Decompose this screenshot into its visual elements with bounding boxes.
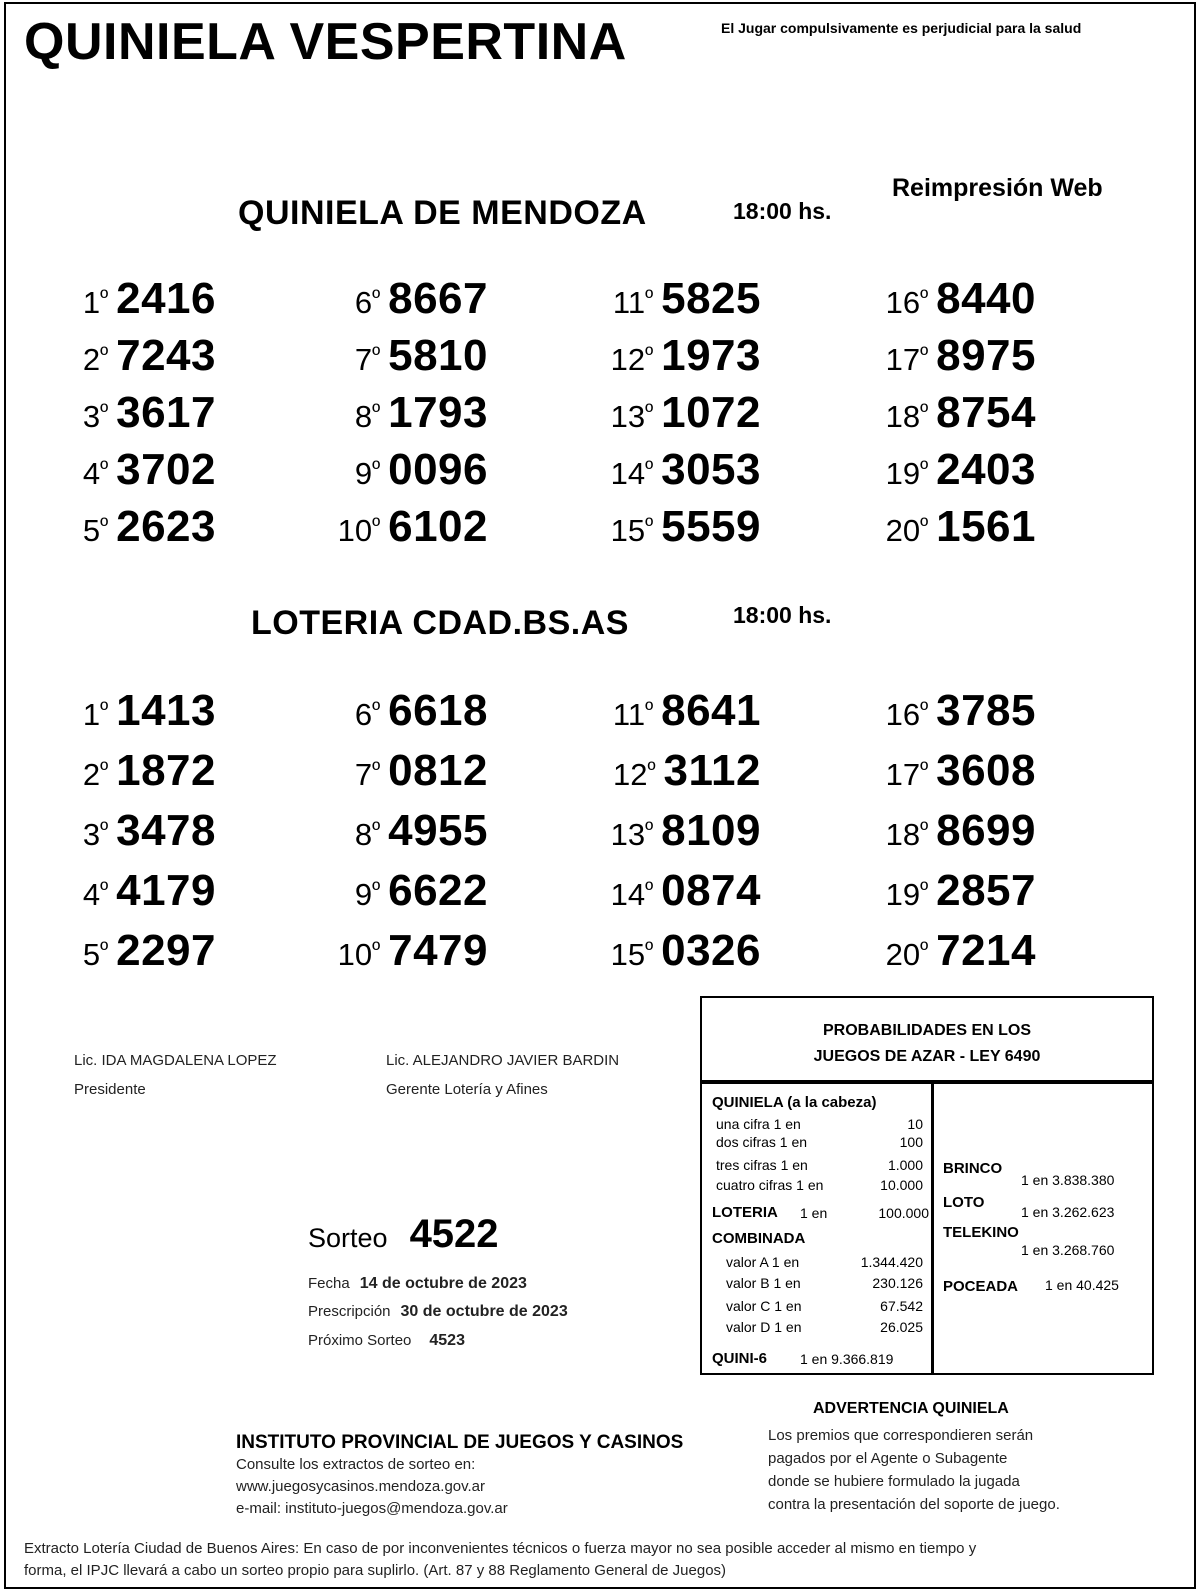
result-number: 8699 <box>936 806 1036 855</box>
loteria-prob-text: 1 en <box>800 1205 828 1221</box>
result-number: 4179 <box>116 866 216 915</box>
signature-role: Presidente <box>74 1081 146 1098</box>
result-number: 2403 <box>936 445 1036 494</box>
ordinal-suffix: º <box>920 877 929 902</box>
result-cell <box>355 746 488 796</box>
health-warning: El Jugar compulsivamente es perjudicial para la salud <box>721 20 1082 36</box>
result-cell <box>886 806 1036 856</box>
result-number: 0812 <box>388 746 488 795</box>
prob-row-value: 67.542 <box>880 1298 923 1314</box>
section-time-mendoza: 18:00 hs. <box>733 198 832 224</box>
result-position <box>611 399 654 435</box>
result-position-number: 15 <box>610 513 646 548</box>
result-cell <box>355 274 488 324</box>
quini6-prob-value: 1 en 9.366.819 <box>800 1351 894 1367</box>
result-position-number: 2 <box>82 342 101 377</box>
result-position-number: 18 <box>885 399 921 434</box>
result-position <box>611 817 654 853</box>
result-position <box>83 817 108 853</box>
fecha-label: Fecha <box>308 1275 350 1292</box>
result-cell <box>611 445 761 495</box>
ordinal-suffix: º <box>372 513 381 538</box>
result-position-number: 18 <box>885 817 921 852</box>
poceada-prob-label: POCEADA <box>943 1278 1019 1295</box>
ordinal-suffix: º <box>100 342 109 367</box>
result-position <box>886 399 929 435</box>
ordinal-suffix: º <box>100 937 109 962</box>
result-position <box>886 342 929 378</box>
ordinal-suffix: º <box>645 513 654 538</box>
probabilities-header <box>702 998 1152 1082</box>
result-position-number: 3 <box>82 817 101 852</box>
footer-line: Extracto Lotería Ciudad de Buenos Aires: En caso de por inconvenientes técnicos o fuerza mayor no sea posible acceder al mismo en tiempo y <box>24 1540 977 1557</box>
result-number: 5825 <box>661 274 761 323</box>
prob-row-label: una cifra 1 en <box>716 1116 801 1132</box>
sorteo-label: Sorteo <box>308 1223 388 1253</box>
ordinal-suffix: º <box>920 697 929 722</box>
result-position-number: 5 <box>82 513 101 548</box>
signature-manager <box>386 1046 619 1104</box>
telekino-prob-value: 1 en 3.268.760 <box>1021 1242 1115 1258</box>
result-position <box>83 456 108 492</box>
result-position-number: 10 <box>337 937 373 972</box>
result-cell <box>355 686 488 736</box>
signature-name: Lic. ALEJANDRO JAVIER BARDIN <box>386 1052 620 1069</box>
probabilities-left-column <box>702 1084 934 1373</box>
prob-row-label: valor B 1 en <box>726 1275 801 1291</box>
institute-line: Consulte los extractos de sorteo en: <box>236 1456 476 1473</box>
sorteo-number: 4522 <box>409 1212 499 1256</box>
draw-expiry <box>308 1303 568 1321</box>
prob-row-value: 1.000 <box>887 1157 923 1173</box>
result-position-number: 20 <box>885 513 921 548</box>
fecha-value: 14 de octubre de 2023 <box>359 1275 527 1292</box>
result-cell <box>83 866 216 916</box>
result-cell <box>355 806 488 856</box>
result-position <box>355 877 380 913</box>
result-position <box>338 513 381 549</box>
result-position-number: 17 <box>885 757 921 792</box>
result-position <box>613 757 656 793</box>
result-position <box>613 697 653 733</box>
result-position-number: 17 <box>885 342 921 377</box>
poceada-prob-value: 1 en 40.425 <box>1045 1277 1119 1293</box>
reprint-label: Reimpresión Web <box>892 174 1103 202</box>
result-position <box>886 456 929 492</box>
ordinal-suffix: º <box>645 697 654 722</box>
result-position-number: 3 <box>82 399 101 434</box>
ordinal-suffix: º <box>100 399 109 424</box>
brinco-prob-label: BRINCO <box>943 1160 1003 1177</box>
result-position <box>613 285 653 321</box>
result-position-number: 11 <box>612 697 646 732</box>
combinada-prob-label: COMBINADA <box>712 1230 806 1247</box>
ordinal-suffix: º <box>647 757 656 782</box>
result-position-number: 4 <box>82 877 101 912</box>
result-cell <box>83 686 216 736</box>
result-number: 5559 <box>661 502 761 551</box>
result-position-number: 6 <box>354 285 373 320</box>
ordinal-suffix: º <box>645 342 654 367</box>
prob-row-value: 230.126 <box>872 1275 923 1291</box>
result-number: 0326 <box>661 926 761 975</box>
section-time-loteria: 18:00 hs. <box>733 602 832 628</box>
result-number: 2297 <box>116 926 216 975</box>
result-cell <box>355 866 488 916</box>
result-cell <box>886 274 1036 324</box>
result-cell <box>613 274 761 324</box>
result-number: 8975 <box>936 331 1036 380</box>
ordinal-suffix: º <box>372 817 381 842</box>
extract-sheet <box>4 2 1196 1589</box>
result-position-number: 6 <box>354 697 373 732</box>
result-position-number: 2 <box>82 757 101 792</box>
result-position-number: 14 <box>610 456 646 491</box>
ordinal-suffix: º <box>645 285 654 310</box>
result-position <box>886 817 929 853</box>
institute-title: INSTITUTO PROVINCIAL DE JUEGOS Y CASINOS <box>236 1432 684 1453</box>
result-number: 6618 <box>388 686 488 735</box>
result-position <box>83 877 108 913</box>
result-position-number: 16 <box>885 697 921 732</box>
prob-row-label: valor A 1 en <box>726 1254 800 1270</box>
result-cell <box>611 866 761 916</box>
result-cell <box>338 926 488 976</box>
result-number: 0874 <box>661 866 761 915</box>
result-position <box>886 877 929 913</box>
loto-prob-label: LOTO <box>943 1194 985 1211</box>
result-number: 0096 <box>388 445 488 494</box>
result-cell <box>355 331 488 381</box>
prob-row-value: 10 <box>907 1116 923 1132</box>
probabilities-title-line2: JUEGOS DE AZAR - LEY 6490 <box>813 1048 1041 1065</box>
result-position <box>886 697 929 733</box>
result-position-number: 5 <box>82 937 101 972</box>
quiniela-prob-label: QUINIELA (a la cabeza) <box>712 1094 877 1111</box>
advertencia-title: ADVERTENCIA QUINIELA <box>813 1400 1009 1417</box>
result-position <box>83 937 108 973</box>
result-position <box>83 697 108 733</box>
result-number: 3785 <box>936 686 1036 735</box>
result-position <box>886 513 929 549</box>
result-cell <box>611 806 761 856</box>
probabilities-body <box>702 1082 1152 1371</box>
result-cell <box>355 388 488 438</box>
result-position <box>355 757 380 793</box>
prob-row-value: 100 <box>899 1134 923 1150</box>
institute-contact <box>236 1454 508 1520</box>
prob-row-label: cuatro cifras 1 en <box>716 1177 824 1193</box>
result-position <box>83 342 108 378</box>
result-position-number: 14 <box>610 877 646 912</box>
prob-row-value: 10.000 <box>880 1177 923 1193</box>
probabilities-right-column <box>937 1084 1152 1373</box>
result-cell <box>83 388 216 438</box>
result-cell <box>611 502 761 552</box>
signature-name: Lic. IDA MAGDALENA LOPEZ <box>74 1052 277 1069</box>
result-position <box>611 342 654 378</box>
result-position <box>611 877 654 913</box>
result-cell <box>83 926 216 976</box>
result-number: 1872 <box>116 746 216 795</box>
result-cell <box>886 866 1036 916</box>
ordinal-suffix: º <box>372 877 381 902</box>
draw-date <box>308 1275 527 1293</box>
telekino-prob-label: TELEKINO <box>943 1224 1019 1241</box>
result-cell <box>83 331 216 381</box>
prescripcion-value: 30 de octubre de 2023 <box>400 1303 568 1320</box>
signature-president <box>74 1046 277 1104</box>
ordinal-suffix: º <box>920 937 929 962</box>
result-position <box>611 513 654 549</box>
result-position-number: 11 <box>612 285 646 320</box>
ordinal-suffix: º <box>372 285 381 310</box>
advertencia-line: Los premios que correspondieren serán <box>768 1427 1034 1444</box>
result-number: 2857 <box>936 866 1036 915</box>
institute-website[interactable]: www.juegosycasinos.mendoza.gov.ar <box>236 1478 486 1495</box>
result-position-number: 16 <box>885 285 921 320</box>
result-number: 8641 <box>661 686 761 735</box>
result-number: 3617 <box>116 388 216 437</box>
result-position <box>83 285 108 321</box>
result-cell <box>886 746 1036 796</box>
result-position-number: 12 <box>610 342 646 377</box>
ordinal-suffix: º <box>100 817 109 842</box>
result-number: 7243 <box>116 331 216 380</box>
result-number: 2623 <box>116 502 216 551</box>
result-cell <box>886 686 1036 736</box>
advertencia-text <box>768 1424 1060 1516</box>
page-title: QUINIELA VESPERTINA <box>24 13 627 71</box>
result-position <box>611 456 654 492</box>
ordinal-suffix: º <box>372 342 381 367</box>
result-position-number: 13 <box>610 817 646 852</box>
result-position-number: 1 <box>82 285 101 320</box>
ordinal-suffix: º <box>920 285 929 310</box>
ordinal-suffix: º <box>372 456 381 481</box>
result-cell <box>611 331 761 381</box>
result-position <box>83 513 108 549</box>
result-position <box>355 817 380 853</box>
result-number: 8667 <box>388 274 488 323</box>
footer-line: forma, el IPJC llevará a cabo un sorteo propio para suplirlo. (Art. 87 y 88 Reglamento General de Juegos) <box>24 1562 727 1579</box>
result-position-number: 9 <box>354 456 373 491</box>
ordinal-suffix: º <box>645 399 654 424</box>
prob-row-label: valor D 1 en <box>726 1319 802 1335</box>
result-number: 3702 <box>116 445 216 494</box>
result-cell <box>613 746 761 796</box>
proximo-label: Próximo Sorteo <box>308 1332 412 1349</box>
result-position <box>338 937 381 973</box>
result-position <box>83 757 108 793</box>
result-position-number: 20 <box>885 937 921 972</box>
result-cell <box>886 502 1036 552</box>
ordinal-suffix: º <box>100 513 109 538</box>
prob-row-value: 26.025 <box>880 1319 923 1335</box>
result-number: 4955 <box>388 806 488 855</box>
loteria-prob-value: 100.000 <box>878 1205 929 1221</box>
result-number: 8109 <box>661 806 761 855</box>
result-position-number: 8 <box>354 399 373 434</box>
result-number: 3112 <box>663 746 761 795</box>
ordinal-suffix: º <box>645 456 654 481</box>
result-position-number: 19 <box>885 877 921 912</box>
section-title-mendoza: QUINIELA DE MENDOZA <box>238 194 647 232</box>
ordinal-suffix: º <box>920 342 929 367</box>
result-number: 2416 <box>116 274 216 323</box>
result-number: 5810 <box>388 331 488 380</box>
footer-note <box>24 1538 1174 1582</box>
advertencia-line: donde se hubiere formulado la jugada <box>768 1473 1020 1490</box>
ordinal-suffix: º <box>372 937 381 962</box>
result-position-number: 10 <box>337 513 373 548</box>
result-number: 3478 <box>116 806 216 855</box>
signature-role: Gerente Lotería y Afines <box>386 1081 548 1098</box>
result-cell <box>611 388 761 438</box>
result-number: 1413 <box>116 686 216 735</box>
result-cell <box>338 502 488 552</box>
result-cell <box>83 445 216 495</box>
result-cell <box>611 926 761 976</box>
ordinal-suffix: º <box>100 877 109 902</box>
draw-number-block <box>308 1212 499 1257</box>
prob-row-value: 1.344.420 <box>860 1254 923 1270</box>
result-position-number: 9 <box>354 877 373 912</box>
institute-email[interactable]: e-mail: instituto-juegos@mendoza.gov.ar <box>236 1500 508 1517</box>
ordinal-suffix: º <box>920 456 929 481</box>
proximo-value: 4523 <box>429 1332 465 1349</box>
result-position-number: 12 <box>613 757 648 792</box>
result-number: 1072 <box>661 388 761 437</box>
result-number: 6102 <box>388 502 488 551</box>
result-position <box>355 342 380 378</box>
advertencia-line: pagados por el Agente o Subagente <box>768 1450 1008 1467</box>
result-position-number: 19 <box>885 456 921 491</box>
result-position <box>83 399 108 435</box>
result-position-number: 7 <box>354 342 373 377</box>
probabilities-box <box>700 996 1154 1375</box>
result-position <box>355 399 380 435</box>
ordinal-suffix: º <box>645 817 654 842</box>
result-position-number: 1 <box>82 697 101 732</box>
ordinal-suffix: º <box>920 513 929 538</box>
result-position-number: 13 <box>610 399 646 434</box>
ordinal-suffix: º <box>100 285 109 310</box>
ordinal-suffix: º <box>372 697 381 722</box>
result-number: 1793 <box>388 388 488 437</box>
result-cell <box>83 274 216 324</box>
result-cell <box>83 806 216 856</box>
result-position <box>355 285 380 321</box>
quini6-prob-label: QUINI-6 <box>712 1350 768 1367</box>
ordinal-suffix: º <box>645 937 654 962</box>
result-position-number: 15 <box>610 937 646 972</box>
result-number: 8440 <box>936 274 1036 323</box>
result-position <box>886 285 929 321</box>
advertencia-line: contra la presentación del soporte de juego. <box>768 1496 1060 1513</box>
ordinal-suffix: º <box>100 697 109 722</box>
result-number: 1561 <box>936 502 1036 551</box>
prob-row-label: tres cifras 1 en <box>716 1157 808 1173</box>
result-number: 3053 <box>661 445 761 494</box>
loto-prob-value: 1 en 3.262.623 <box>1021 1204 1115 1220</box>
section-title-loteria: LOTERIA CDAD.BS.AS <box>251 604 629 642</box>
result-position <box>355 697 380 733</box>
ordinal-suffix: º <box>920 399 929 424</box>
result-number: 8754 <box>936 388 1036 437</box>
brinco-prob-value: 1 en 3.838.380 <box>1021 1172 1115 1188</box>
result-position <box>611 937 654 973</box>
result-cell <box>886 445 1036 495</box>
ordinal-suffix: º <box>372 399 381 424</box>
probabilities-title-line1: PROBABILIDADES EN LOS <box>822 1022 1031 1039</box>
result-number: 1973 <box>661 331 761 380</box>
result-number: 6622 <box>388 866 488 915</box>
ordinal-suffix: º <box>645 877 654 902</box>
ordinal-suffix: º <box>100 456 109 481</box>
ordinal-suffix: º <box>920 757 929 782</box>
result-cell <box>83 502 216 552</box>
result-position <box>355 456 380 492</box>
result-number: 7479 <box>388 926 488 975</box>
result-position-number: 4 <box>82 456 101 491</box>
result-position <box>886 937 929 973</box>
result-position <box>886 757 929 793</box>
result-number: 3608 <box>936 746 1036 795</box>
result-cell <box>886 331 1036 381</box>
loteria-prob-label: LOTERIA <box>712 1204 778 1221</box>
prob-row-label: valor C 1 en <box>726 1298 802 1314</box>
result-cell <box>613 686 761 736</box>
result-cell <box>886 926 1036 976</box>
prescripcion-label: Prescripción <box>308 1303 391 1320</box>
ordinal-suffix: º <box>372 757 381 782</box>
result-position-number: 8 <box>354 817 373 852</box>
result-cell <box>886 388 1036 438</box>
ordinal-suffix: º <box>920 817 929 842</box>
result-cell <box>355 445 488 495</box>
next-draw <box>308 1332 465 1350</box>
result-position-number: 7 <box>354 757 373 792</box>
result-number: 7214 <box>936 926 1036 975</box>
ordinal-suffix: º <box>100 757 109 782</box>
prob-row-label: dos cifras 1 en <box>716 1134 808 1150</box>
result-cell <box>83 746 216 796</box>
